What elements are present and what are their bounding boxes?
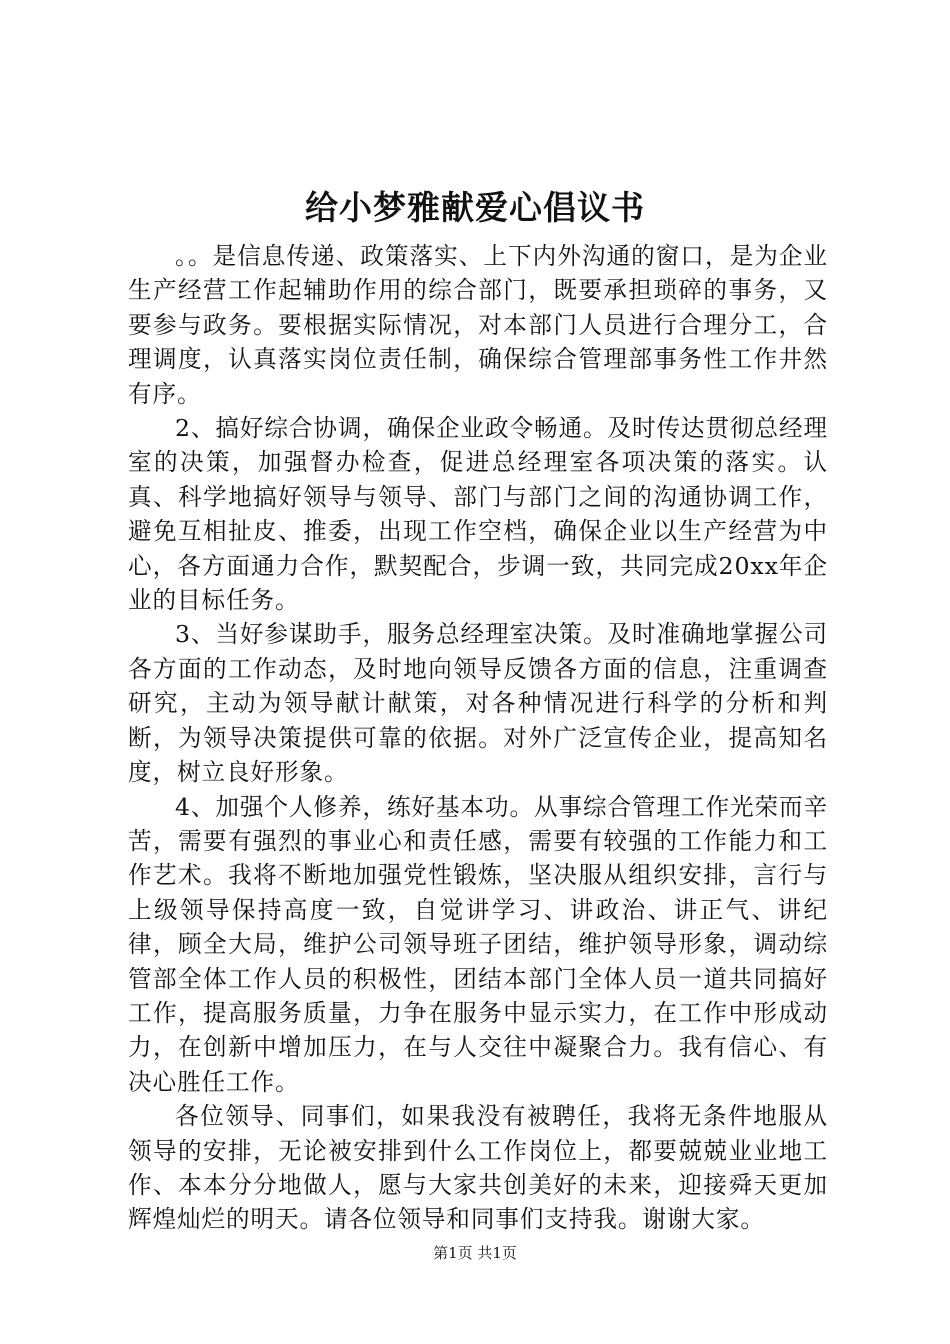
paragraph-3: 3、当好参谋助手，服务总经理室决策。及时准确地掌握公司各方面的工作动态，及时地向领导反馈各方面的信息，注重调查研究，主动为领导献计献策，对各种情况进行科学的分析和判断，为领导决策提供可靠的依据。对外广泛宣传企业，提高知名度，树立良好形象。: [128, 620, 828, 787]
paragraph-2: 2、搞好综合协调，确保企业政令畅通。及时传达贯彻总经理室的决策，加强督办检查，促进总经理室各项决策的落实。认真、科学地搞好领导与领导、部门与部门之间的沟通协调工作，避免互相扯皮、推委，出现工作空档，确保企业以生产经营为中心，各方面通力合作，默契配合，步调一致，共同完成20xx年企业的目标任务。: [128, 414, 828, 615]
paragraph-1: 。。是信息传递、政策落实、上下内外沟通的窗口，是为企业生产经营工作起辅助作用的综合部门，既要承担琐碎的事务，又要参与政务。要根据实际情况，对本部门人员进行合理分工，合理调度，认真落实岗位责任制，确保综合管理部事务性工作井然有序。: [128, 242, 828, 408]
document-body: [128, 239, 828, 1237]
paragraph-4: 4、加强个人修养，练好基本功。从事综合管理工作光荣而辛苦，需要有强烈的事业心和责任感，需要有较强的工作能力和工作艺术。我将不断地加强党性锻炼，坚决服从组织安排，言行与上级领导保持高度一致，自觉讲学习、讲政治、讲正气、讲纪律，顾全大局，维护公司领导班子团结，维护领导形象，调动综管部全体工作人员的积极性，团结本部门全体人员一道共同搞好工作，提高服务质量，力争在服务中显示实力，在工作中形成动力，在创新中增加压力，在与人交往中凝聚合力。我有信心、有决心胜任工作。: [128, 792, 828, 1096]
document-title: 给小梦雅献爱心倡议书: [305, 188, 645, 227]
page-footer: 第1页 共1页: [433, 1244, 517, 1262]
paragraph-5: 各位领导、同事们，如果我没有被聘任，我将无条件地服从领导的安排，无论被安排到什么工作岗位上，都要兢兢业业地工作、本本分分地做人，愿与大家共创美好的未来，迎接舜天更加辉煌灿烂的明天。请各位领导和同事们支持我。谢谢大家。: [128, 1102, 828, 1234]
